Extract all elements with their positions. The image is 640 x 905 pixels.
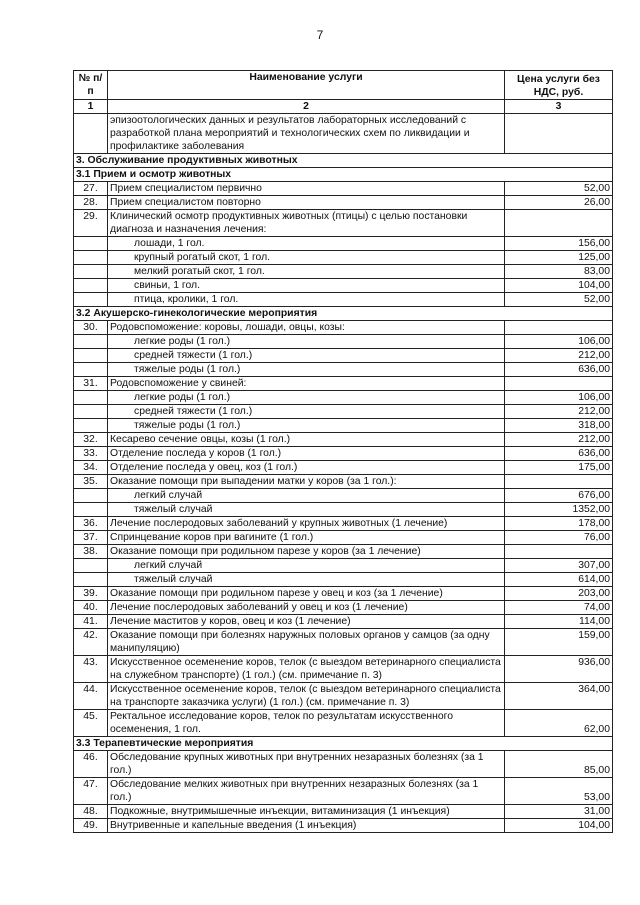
service-name: Родовспоможение у свиней: [108,377,505,391]
row-number: 47. [74,778,108,805]
row-number: 34. [74,461,108,475]
table-row [74,819,613,833]
service-name: Спринцевание коров при вагините (1 гол.) [108,531,505,545]
table-row [74,629,613,656]
column-index-row [74,100,613,114]
service-price: 636,00 [505,447,613,461]
row-number: 42. [74,629,108,656]
service-price: 31,00 [505,805,613,819]
row-number: 33. [74,447,108,461]
service-name: Ректальное исследование коров, телок по результатам искусственного осеменения, 1 гол. [108,710,505,737]
row-number: 46. [74,751,108,778]
section-heading-row [74,168,613,182]
section-heading: 3.1 Прием и осмотр животных [74,168,613,182]
table-row [74,751,613,778]
service-name: Обследование крупных животных при внутренних незаразных болезнях (за 1 гол.) [108,751,505,778]
service-price: 83,00 [505,265,613,279]
table-row [74,433,613,447]
row-number: 37. [74,531,108,545]
table-row [74,377,613,391]
service-price: 106,00 [505,335,613,349]
row-number [74,279,108,293]
row-number [74,265,108,279]
service-price: 159,00 [505,629,613,656]
table-subrow [74,251,613,265]
row-number [74,405,108,419]
service-price: 1352,00 [505,503,613,517]
row-number [74,559,108,573]
service-name: средней тяжести (1 гол.) [108,405,505,419]
service-price: 156,00 [505,237,613,251]
service-price: 614,00 [505,573,613,587]
service-price: 114,00 [505,615,613,629]
row-number: 41. [74,615,108,629]
service-name: Искусственное осеменение коров, телок (с выездом ветеринарного специалиста на транспорте заказчика услуги) (1 гол.) (см. примечание п. 3) [108,683,505,710]
service-name: Подкожные, внутримышечные инъекции, витаминизация (1 инъекция) [108,805,505,819]
service-price: 203,00 [505,587,613,601]
row-number: 27. [74,182,108,196]
table-subrow [74,349,613,363]
row-number: 38. [74,545,108,559]
service-price: 125,00 [505,251,613,265]
column-index-1: 1 [74,100,108,114]
service-name: свиньи, 1 гол. [108,279,505,293]
row-number: 43. [74,656,108,683]
service-price: 52,00 [505,182,613,196]
service-name: Лечение маститов у коров, овец и коз (1 лечение) [108,615,505,629]
service-price: 85,00 [505,751,613,778]
section-heading: 3. Обслуживание продуктивных животных [74,154,613,168]
service-price [505,475,613,489]
service-name: Клинический осмотр продуктивных животных (птицы) с целью постановки диагноза и назначения лечения: [108,210,505,237]
service-name: легкий случай [108,559,505,573]
service-price: 76,00 [505,531,613,545]
table-row [74,531,613,545]
service-name: лошади, 1 гол. [108,237,505,251]
row-number [74,293,108,307]
header-name: Наименование услуги [108,71,505,100]
row-number [74,503,108,517]
service-name: Искусственное осеменение коров, телок (с выездом ветеринарного специалиста на служебном транспорте) (1 гол.) (см. примечание п. 3) [108,656,505,683]
service-name: Лечение послеродовых заболеваний у крупных животных (1 лечение) [108,517,505,531]
section-heading-row [74,307,613,321]
row-number [74,391,108,405]
service-name: мелкий рогатый скот, 1 гол. [108,265,505,279]
table-subrow [74,279,613,293]
row-number [74,114,108,154]
table-subrow [74,293,613,307]
section-heading: 3.3 Терапевтические мероприятия [74,737,613,751]
service-price: 53,00 [505,778,613,805]
service-name: легкие роды (1 гол.) [108,391,505,405]
table-row [74,805,613,819]
service-price [505,377,613,391]
section-heading-row [74,154,613,168]
table-subrow [74,391,613,405]
service-price: 104,00 [505,279,613,293]
service-price [505,114,613,154]
row-number [74,489,108,503]
service-price: 307,00 [505,559,613,573]
table-row [74,447,613,461]
section-heading: 3.2 Акушерско-гинекологические мероприятия [74,307,613,321]
service-name: легкие роды (1 гол.) [108,335,505,349]
service-name: Отделение последа у овец, коз (1 гол.) [108,461,505,475]
table-row [74,210,613,237]
service-price: 104,00 [505,819,613,833]
row-number [74,419,108,433]
table-subrow [74,573,613,587]
service-price: 212,00 [505,433,613,447]
table-header-row [74,71,613,100]
table-row [74,461,613,475]
service-name: Прием специалистом первично [108,182,505,196]
service-price: 106,00 [505,391,613,405]
table-subrow [74,489,613,503]
row-number: 44. [74,683,108,710]
table-body [74,114,613,833]
row-number: 31. [74,377,108,391]
service-name: Оказание помощи при родильном парезе у овец и коз (за 1 лечение) [108,587,505,601]
row-number: 35. [74,475,108,489]
table-row [74,182,613,196]
row-number: 32. [74,433,108,447]
section-heading-row [74,737,613,751]
service-name: Лечение послеродовых заболеваний у овец и коз (1 лечение) [108,601,505,615]
table-row [74,321,613,335]
service-price: 364,00 [505,683,613,710]
header-price: Цена услуги без НДС, руб. [505,71,613,100]
service-name: легкий случай [108,489,505,503]
service-name: Оказание помощи при болезнях наружных половых органов у самцов (за одну манипуляцию) [108,629,505,656]
row-number: 45. [74,710,108,737]
service-name: Оказание помощи при выпадении матки у коров (за 1 гол.): [108,475,505,489]
service-name: средней тяжести (1 гол.) [108,349,505,363]
service-name: тяжелый случай [108,503,505,517]
service-price: 676,00 [505,489,613,503]
table-row [74,601,613,615]
service-name: Оказание помощи при родильном парезе у коров (за 1 лечение) [108,545,505,559]
row-number: 29. [74,210,108,237]
service-name: Отделение последа у коров (1 гол.) [108,447,505,461]
row-number [74,349,108,363]
table-row [74,114,613,154]
service-name: тяжелые роды (1 гол.) [108,363,505,377]
row-number: 39. [74,587,108,601]
table-row [74,587,613,601]
service-price: 62,00 [505,710,613,737]
table-row [74,475,613,489]
table-row [74,778,613,805]
page-number: 7 [316,28,324,42]
table-subrow [74,405,613,419]
column-index-3: 3 [505,100,613,114]
service-name: крупный рогатый скот, 1 гол. [108,251,505,265]
table-subrow [74,335,613,349]
service-price: 178,00 [505,517,613,531]
row-number: 40. [74,601,108,615]
table-subrow [74,559,613,573]
service-price: 26,00 [505,196,613,210]
row-number: 49. [74,819,108,833]
price-table [73,70,613,833]
row-number: 36. [74,517,108,531]
service-name: Родовспоможение: коровы, лошади, овцы, козы: [108,321,505,335]
table-row [74,615,613,629]
row-number: 48. [74,805,108,819]
service-price: 212,00 [505,349,613,363]
row-number: 28. [74,196,108,210]
service-price: 52,00 [505,293,613,307]
service-price: 212,00 [505,405,613,419]
row-number [74,237,108,251]
service-price [505,321,613,335]
service-price: 74,00 [505,601,613,615]
service-name: эпизоотологических данных и результатов лабораторных исследований с разработкой плана мероприятий и технологических схем по ликвидации и профилактике заболевания [108,114,505,154]
service-name: Обследование мелких животных при внутренних незаразных болезнях (за 1 гол.) [108,778,505,805]
table-subrow [74,503,613,517]
header-no: № п/п [74,71,108,100]
row-number [74,251,108,265]
table-row [74,683,613,710]
table-subrow [74,237,613,251]
service-price [505,210,613,237]
column-index-2: 2 [108,100,505,114]
service-name: тяжелые роды (1 гол.) [108,419,505,433]
table-subrow [74,363,613,377]
table-row [74,656,613,683]
table-row [74,517,613,531]
table-row [74,710,613,737]
service-name: Кесарево сечение овцы, козы (1 гол.) [108,433,505,447]
table-subrow [74,265,613,279]
service-price: 636,00 [505,363,613,377]
table-row [74,545,613,559]
service-name: тяжелый случай [108,573,505,587]
table-subrow [74,419,613,433]
table-row [74,196,613,210]
service-name: птица, кролики, 1 гол. [108,293,505,307]
service-price: 318,00 [505,419,613,433]
service-name: Внутривенные и капельные введения (1 инъекция) [108,819,505,833]
row-number [74,363,108,377]
service-name: Прием специалистом повторно [108,196,505,210]
row-number: 30. [74,321,108,335]
service-price [505,545,613,559]
service-price: 175,00 [505,461,613,475]
service-price: 936,00 [505,656,613,683]
row-number [74,573,108,587]
row-number [74,335,108,349]
